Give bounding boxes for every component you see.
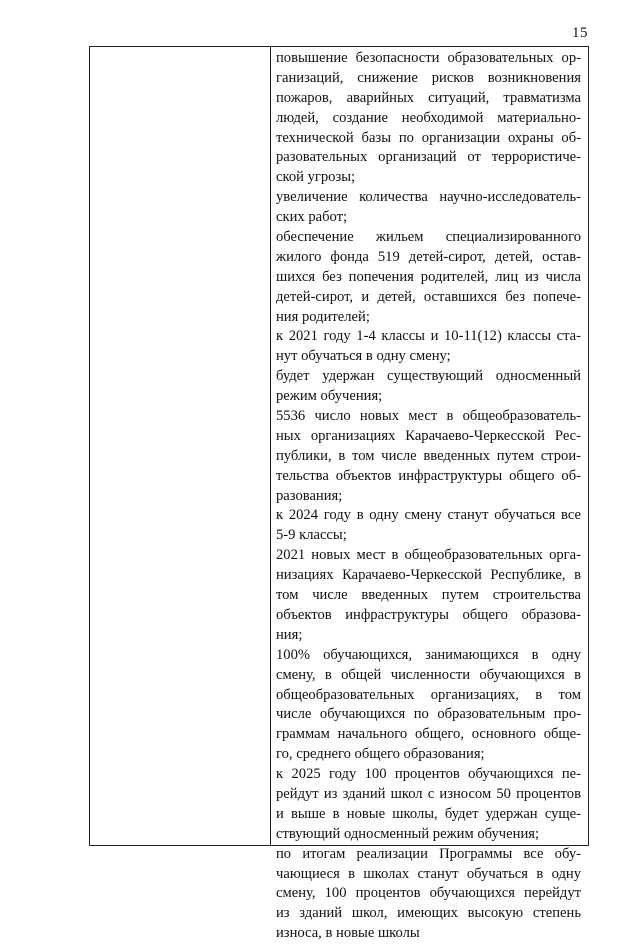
text-line: 100% обучающихся, занимающихся в одну (276, 646, 581, 663)
text-line: из зданий школ, имеющих высокую степень (276, 905, 581, 922)
text-line: чающиеся в школах станут обучаться в одну (276, 865, 581, 882)
text-line: нут обучаться в одну смену; (276, 348, 451, 365)
text-line: публики, в том числе введенных путем строи- (276, 447, 581, 464)
text-line: ских работ; (276, 209, 348, 226)
text-line: разовательных организаций от террористиче- (276, 149, 581, 166)
text-line: 5536 число новых мест в общеобразователь- (276, 408, 581, 425)
text-line: рейдут из зданий школ с износом 50 процентов (276, 785, 581, 802)
table-right-cell (276, 49, 581, 944)
text-line: общеобразовательных организациях, в том (276, 686, 581, 703)
text-line: и выше в новые школы, будет удержан суще- (276, 805, 581, 822)
text-line: детей-сирот, и детей, оставшихся без попече- (276, 288, 581, 305)
text-line: 5-9 классы; (276, 527, 347, 544)
text-line: тельства объектов инфраструктуры общего об- (276, 467, 581, 484)
text-line: технической базы по организации охраны об- (276, 129, 581, 146)
text-line: смену, в общей численности обучающихся в (276, 666, 581, 683)
text-line: пожаров, аварийных ситуаций, травматизма (276, 89, 581, 106)
text-line: жилого фонда 519 детей-сирот, детей, остав- (276, 248, 581, 265)
text-line: людей, создание необходимой материально- (276, 109, 581, 126)
text-line: граммам начального общего, основного обще- (276, 726, 581, 743)
text-line: к 2025 году 100 процентов обучающихся пе- (276, 766, 581, 783)
text-line: режим обучения; (276, 388, 383, 405)
text-line: числе обучающихся по образовательным про- (276, 706, 581, 723)
text-line: обеспечение жильем специализированного (276, 229, 581, 246)
text-line: го, среднего общего образования; (276, 746, 485, 763)
text-line: разования; (276, 487, 343, 504)
text-line: ния; (276, 626, 303, 643)
text-line: износа, в новые школы (276, 925, 420, 942)
text-line: ния родителей; (276, 308, 370, 325)
text-line: ской угрозы; (276, 169, 356, 186)
text-line: к 2024 году в одну смену станут обучаться все (276, 507, 581, 524)
text-line: к 2021 году 1-4 классы и 10-11(12) классы ста- (276, 328, 581, 345)
text-line: ствующий односменный режим обучения; (276, 825, 540, 842)
text-line: объектов инфраструктуры общего образова- (276, 606, 581, 623)
text-line: будет удержан существующий односменный (276, 368, 581, 385)
text-line: смену, 100 процентов обучающихся перейдут (276, 885, 581, 902)
text-line: увеличение количества научно-исследователь- (276, 189, 581, 206)
text-line: 2021 новых мест в общеобразовательных орга- (276, 547, 581, 564)
text-line: низациях Карачаево-Черкесской Республике, в (276, 567, 581, 584)
document-table (89, 46, 589, 942)
text-line: ганизаций, снижение рисков возникновения (276, 69, 581, 86)
text-line: ных организациях Карачаево-Черкесской Рес- (276, 427, 581, 444)
table-left-cell (90, 47, 271, 845)
text-line: шихся без попечения родителей, лиц из числа (276, 268, 581, 285)
text-line: повышение безопасности образовательных ор- (276, 50, 581, 66)
page-number: 15 (572, 25, 588, 41)
text-line: по итогам реализации Программы все обу- (276, 845, 581, 862)
text-line: том числе введенных путем строительства (276, 587, 581, 604)
